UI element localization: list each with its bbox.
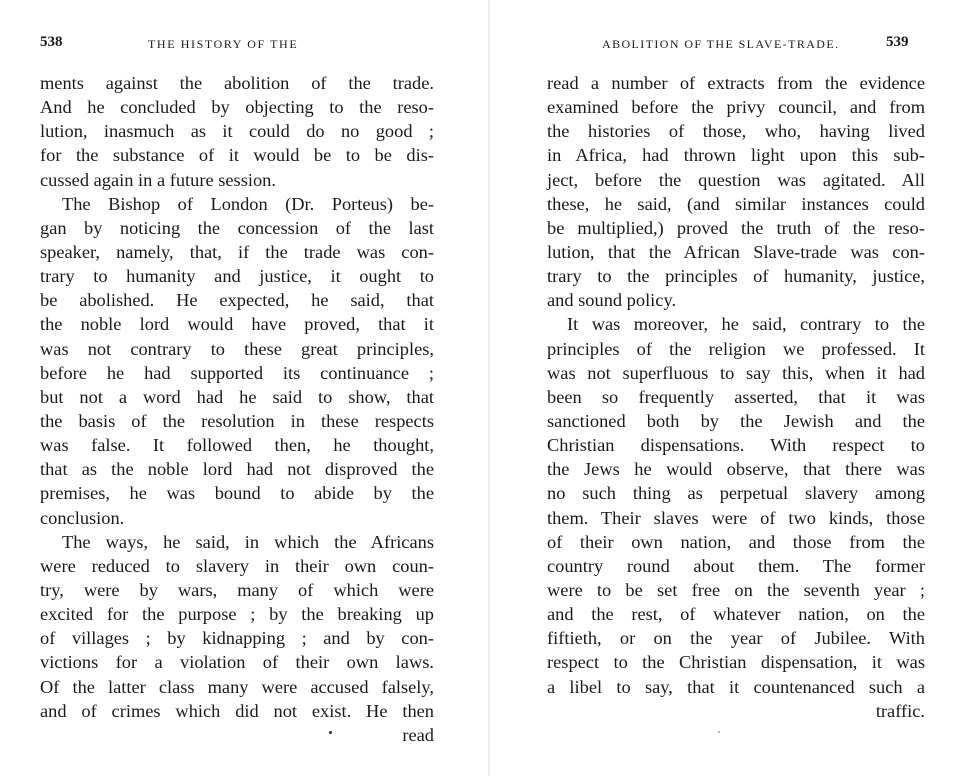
text-line: And he concluded by objecting to the reso- xyxy=(40,97,434,118)
text-line: them. Their slaves were of two kinds, those xyxy=(547,507,925,528)
text-line: gan by noticing the concession of the last xyxy=(40,217,434,238)
text-line: read a number of extracts from the evidence xyxy=(547,73,925,93)
text-line: Of the latter class many were accused falsely, xyxy=(40,676,434,697)
text-line: The Bishop of London (Dr. Porteus) be- xyxy=(62,193,434,214)
text-line: ments against the abolition of the trade. xyxy=(40,73,434,93)
text-line: and the rest, of whatever nation, on the xyxy=(547,604,925,625)
right-page xyxy=(490,0,980,776)
text-line: of villages ; by kidnapping ; and by con- xyxy=(40,628,434,649)
text-line: a libel to say, that it countenanced such a xyxy=(547,676,925,697)
text-line: lution, inasmuch as it could do no good ; xyxy=(40,121,434,142)
right-page-number: 539 xyxy=(886,34,909,50)
text-line: premises, he was bound to abide by the xyxy=(40,483,434,504)
text-line: The ways, he said, in which the Africans xyxy=(62,531,434,552)
text-line: trary to the principles of humanity, justice, xyxy=(547,266,925,287)
left-page xyxy=(0,0,488,776)
catchword: read xyxy=(402,724,434,745)
text-line: of their own nation, and those from the xyxy=(547,531,925,552)
text-line: and of crimes which did not exist. He then xyxy=(40,700,434,721)
text-line: the basis of the resolution in these respects xyxy=(40,410,434,431)
text-line: but not a word had he said to show, that xyxy=(40,386,434,407)
text-line: in Africa, had thrown light upon this sub- xyxy=(547,145,925,166)
text-line: be multiplied,) proved the truth of the reso- xyxy=(547,217,925,238)
text-line: for the substance of it would be to be dis- xyxy=(40,145,434,166)
text-line: speaker, namely, that, if the trade was con- xyxy=(40,241,434,262)
text-line: been so frequently asserted, that it was xyxy=(547,386,925,407)
text-line: excited for the purpose ; by the breaking up xyxy=(40,604,434,625)
text-line: be abolished. He expected, he said, that xyxy=(40,290,434,311)
text-line: and sound policy. xyxy=(547,290,677,311)
text-line: the noble lord would have proved, that it xyxy=(40,314,434,335)
text-line: no such thing as perpetual slavery among xyxy=(547,483,925,504)
text-line: trary to humanity and justice, it ought to xyxy=(40,266,434,287)
text-line: principles of the religion we professed. It xyxy=(547,338,925,359)
left-running-head: THE HISTORY OF THE xyxy=(148,37,299,51)
text-line: these, he said, (and similar instances could xyxy=(547,193,925,214)
text-line: sanctioned both by the Jewish and the xyxy=(547,410,925,431)
right-running-head: ABOLITION OF THE SLAVE-TRADE. xyxy=(602,37,840,51)
text-line: was not contrary to these great principles, xyxy=(40,338,434,359)
text-line: try, were by wars, many of which were xyxy=(40,579,434,600)
text-line: was false. It followed then, he thought, xyxy=(40,435,434,456)
text-line: Christian dispensations. With respect to xyxy=(547,435,925,456)
text-line: ject, before the question was agitated. All xyxy=(547,169,925,190)
text-line: respect to the Christian dispensation, it was xyxy=(547,652,925,673)
text-line: before he had supported its continuance ; xyxy=(40,362,434,383)
text-line: country round about them. The former xyxy=(547,555,925,576)
text-line: It was moreover, he said, contrary to the xyxy=(567,314,925,335)
right-page-text xyxy=(547,71,925,723)
text-line: examined before the privy council, and from xyxy=(547,97,925,118)
text-line: victions for a violation of their own laws. xyxy=(40,652,434,673)
text-line: the histories of those, who, having lived xyxy=(547,121,925,142)
text-line: cussed again in a future session. xyxy=(40,169,276,190)
text-line: were to be set free on the seventh year ; xyxy=(547,579,925,600)
ink-speck xyxy=(329,731,332,734)
text-line: lution, that the African Slave-trade was con- xyxy=(547,241,925,262)
text-line: was not superfluous to say this, when it had xyxy=(547,362,925,383)
text-line: the Jews he would observe, that there was xyxy=(547,459,925,480)
text-line: fiftieth, or on the year of Jubilee. With xyxy=(547,628,925,649)
text-line: traffic. xyxy=(875,700,925,721)
text-line: that as the noble lord had not disproved the xyxy=(40,459,434,480)
left-page-number: 538 xyxy=(40,34,63,50)
left-page-text xyxy=(40,71,434,747)
ink-speck xyxy=(718,731,720,733)
text-line: were reduced to slavery in their own coun- xyxy=(40,555,434,576)
text-line: conclusion. xyxy=(40,507,125,528)
